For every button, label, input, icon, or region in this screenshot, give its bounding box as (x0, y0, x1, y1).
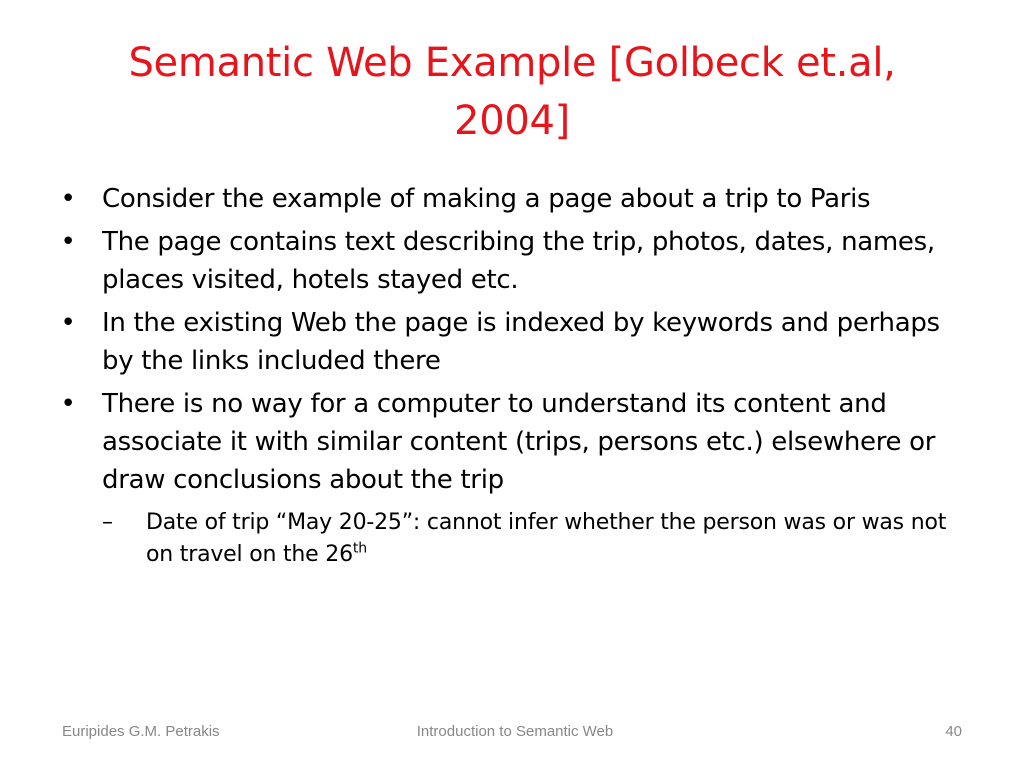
bullet-text: In the existing Web the page is indexed by keywords and perhaps by the links included there (102, 308, 940, 376)
bullet-text: There is no way for a computer to understand its content and associate it with similar content (trips, persons etc.) elsewhere or draw conclusions about the trip (102, 389, 936, 495)
footer-page-number: 40 (945, 723, 962, 740)
slide-title-line-2: 2004] (454, 98, 570, 144)
slide-title (52, 34, 972, 150)
bullet-item-2 (58, 223, 978, 299)
bullet-dot-icon: • (60, 184, 76, 214)
bullet-dot-icon: • (60, 227, 76, 257)
footer-author: Euripides G.M. Petrakis (62, 723, 220, 740)
bullet-item-1 (58, 180, 978, 218)
bullet-dot-icon: • (60, 389, 76, 419)
bullet-item-3 (58, 304, 978, 380)
dash-icon: – (102, 510, 113, 535)
bullet-list (58, 180, 978, 571)
footer-course: Introduction to Semantic Web (416, 723, 614, 740)
bullet-text: Consider the example of making a page about a trip to Paris (102, 184, 871, 214)
bullet-item-4 (58, 385, 978, 499)
ordinal-superscript: th (352, 540, 367, 557)
sub-bullet-text: Date of trip “May 20-25”: cannot infer whether the person was or was not on travel on the 26 (146, 510, 947, 567)
sub-bullet-item (102, 507, 978, 571)
slide-title-line-1: Semantic Web Example [Golbeck et.al, (128, 40, 896, 86)
bullet-dot-icon: • (60, 308, 76, 338)
bullet-text: The page contains text describing the trip, photos, dates, names, places visited, hotels stayed etc. (102, 227, 935, 295)
